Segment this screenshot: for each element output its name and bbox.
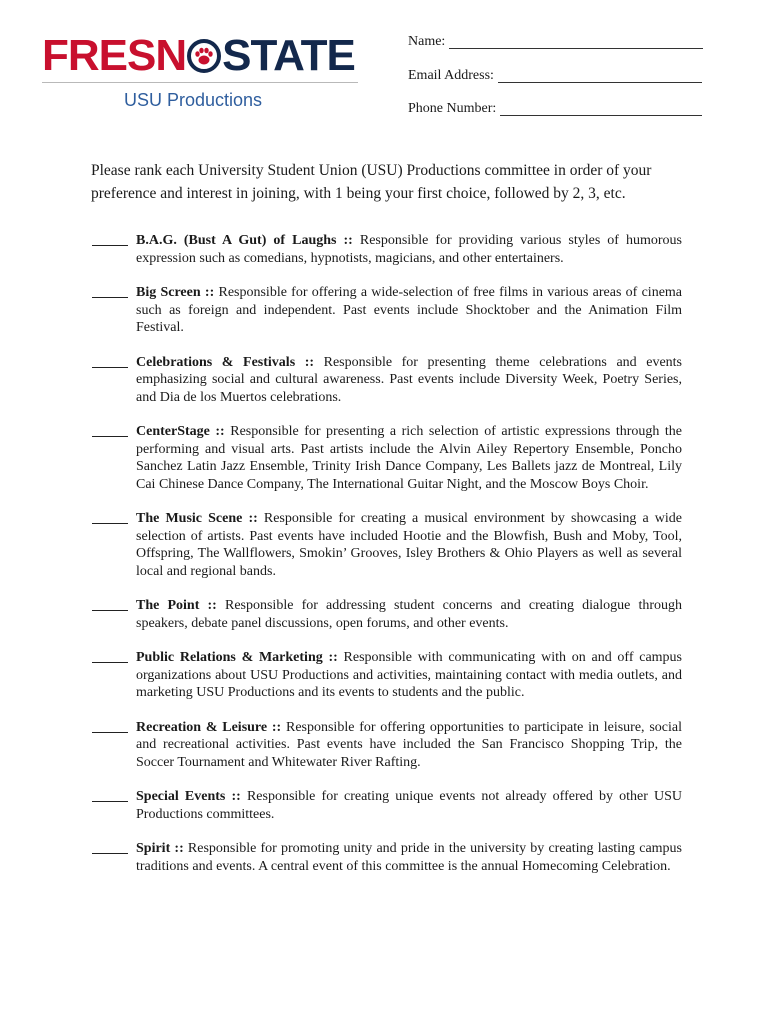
contact-fields <box>408 34 703 135</box>
committee-separator: :: <box>209 424 231 439</box>
committee-separator: :: <box>322 650 344 665</box>
committee-separator: :: <box>199 598 225 613</box>
committee-text <box>136 354 682 407</box>
committee-description: Responsible for presenting theme celebrations and events emphasizing social and cultural awareness. Past events include Diversity Week, Poetry Series, and Dia de los Muertos celebrations. <box>136 354 682 405</box>
committee-name: CenterStage <box>136 424 210 439</box>
phone-blank-line[interactable] <box>500 101 702 116</box>
committee-separator: :: <box>170 841 188 856</box>
committee-text <box>136 284 682 337</box>
committee-description: Responsible with communicating with on and off campus organizations about USU Productions and activities, maintaining contact with media outlets, and marketing USU Productions and its events to students and the public. <box>136 650 682 700</box>
committee-item <box>92 284 682 337</box>
committee-item <box>92 597 682 632</box>
committee-separator: :: <box>242 511 264 526</box>
committee-text <box>136 510 682 580</box>
rank-blank[interactable] <box>92 297 128 298</box>
rank-blank[interactable] <box>92 732 128 733</box>
committee-description: Responsible for offering a wide-selection of free films in various areas of cinema such as foreign and independent. Past events include Shocktober and the Animation Film Festival. <box>136 285 683 335</box>
committee-item <box>92 232 682 267</box>
rank-blank[interactable] <box>92 436 128 437</box>
committee-item <box>92 354 682 407</box>
committee-item <box>92 423 682 493</box>
committee-item <box>92 719 682 772</box>
logo-wordmark <box>42 31 358 80</box>
phone-field[interactable] <box>408 101 703 135</box>
email-blank-line[interactable] <box>498 68 702 83</box>
logo-text-fresno: FRESN <box>42 31 187 80</box>
committee-name: The Music Scene <box>136 511 243 526</box>
logo-text-state: STATE <box>222 31 355 80</box>
committee-description: Responsible for offering opportunities to participate in leisure, social and recreational activities. Past events have included the San Francisco Shopping Trip, the Soccer Tournament and Whitewater River Rafting. <box>136 719 682 770</box>
instructions-paragraph: Please rank each University Student Union (USU) Productions committee in order of your preference and interest in joining, with 1 being your first choice, followed by 2, 3, etc. <box>91 162 652 202</box>
committee-text <box>136 649 682 702</box>
committee-name: Recreation & Leisure <box>136 719 268 735</box>
email-field[interactable] <box>408 68 703 102</box>
rank-blank[interactable] <box>92 801 128 802</box>
rank-blank[interactable] <box>92 853 128 854</box>
committee-name: Big Screen <box>136 285 201 300</box>
committee-name: Celebrations & Festivals <box>136 354 296 370</box>
committee-separator: :: <box>267 719 286 735</box>
rank-blank[interactable] <box>92 662 128 663</box>
committee-text <box>136 423 682 493</box>
committee-text <box>136 232 682 267</box>
committee-description: Responsible for addressing student concerns and creating dialogue through speakers, debate panel discussions, open forums, and other events. <box>136 598 682 631</box>
committee-description: Responsible for promoting unity and pride in the university by creating lasting campus traditions and events. A central event of this committee is the annual Homecoming Celebration. <box>136 841 682 874</box>
committee-list <box>92 232 682 892</box>
fresno-state-logo <box>42 31 358 114</box>
committee-item <box>92 840 682 875</box>
bulldog-paw-icon <box>187 39 221 73</box>
email-label: Email Address: <box>408 67 494 83</box>
committee-item <box>92 510 682 580</box>
committee-name: B.A.G. (Bust A Gut) of Laughs <box>136 233 337 248</box>
committee-name: Special Events <box>136 789 226 804</box>
committee-name: Public Relations & Marketing <box>136 650 323 665</box>
committee-text <box>136 597 682 632</box>
committee-separator: :: <box>295 354 324 370</box>
phone-label: Phone Number: <box>408 101 497 116</box>
rank-blank[interactable] <box>92 245 128 246</box>
committee-text <box>136 788 682 823</box>
committee-item <box>92 649 682 702</box>
committee-separator: :: <box>200 285 219 300</box>
logo-divider <box>42 82 358 83</box>
name-field[interactable] <box>408 34 703 68</box>
committee-name: The Point <box>136 598 200 613</box>
rank-blank[interactable] <box>92 610 128 611</box>
rank-blank[interactable] <box>92 367 128 368</box>
committee-description: Responsible for creating unique events not already offered by other USU Productions committees. <box>136 789 682 822</box>
rank-blank[interactable] <box>92 523 128 524</box>
committee-description: Responsible for presenting a rich selection of artistic expressions through the performing and visual arts. Past artists include the Alvin Ailey Repertory Ensemble, Poncho Sanchez Latin Jazz Ensemble, Trinity Irish Dance Company, Les Ballets jazz de Montreal, Lily Cai Chinese Dance Company, The International Guitar Night, and the Moscow Boys Choir. <box>136 424 683 492</box>
committee-separator: :: <box>336 233 360 248</box>
name-label: Name: <box>408 34 446 49</box>
committee-text <box>136 840 682 875</box>
logo-subtitle: USU Productions <box>124 90 263 110</box>
committee-name: Spirit <box>136 841 171 856</box>
committee-item <box>92 788 682 823</box>
committee-text <box>136 719 682 772</box>
name-blank-line[interactable] <box>449 34 703 49</box>
committee-description: Responsible for creating a musical environment by showcasing a wide selection of artists. Past events have included Hootie and the Blowfish, Bush and Moby, Tool, Offspring, The Wallflowers, Smokin’ Grooves, Isley Brothers & Ohio Players as well as several local and regional bands. <box>136 511 682 579</box>
committee-separator: :: <box>225 789 247 804</box>
committee-description: Responsible for providing various styles of humorous expression such as comedians, hypnotists, magicians, and other entertainers. <box>136 233 682 266</box>
